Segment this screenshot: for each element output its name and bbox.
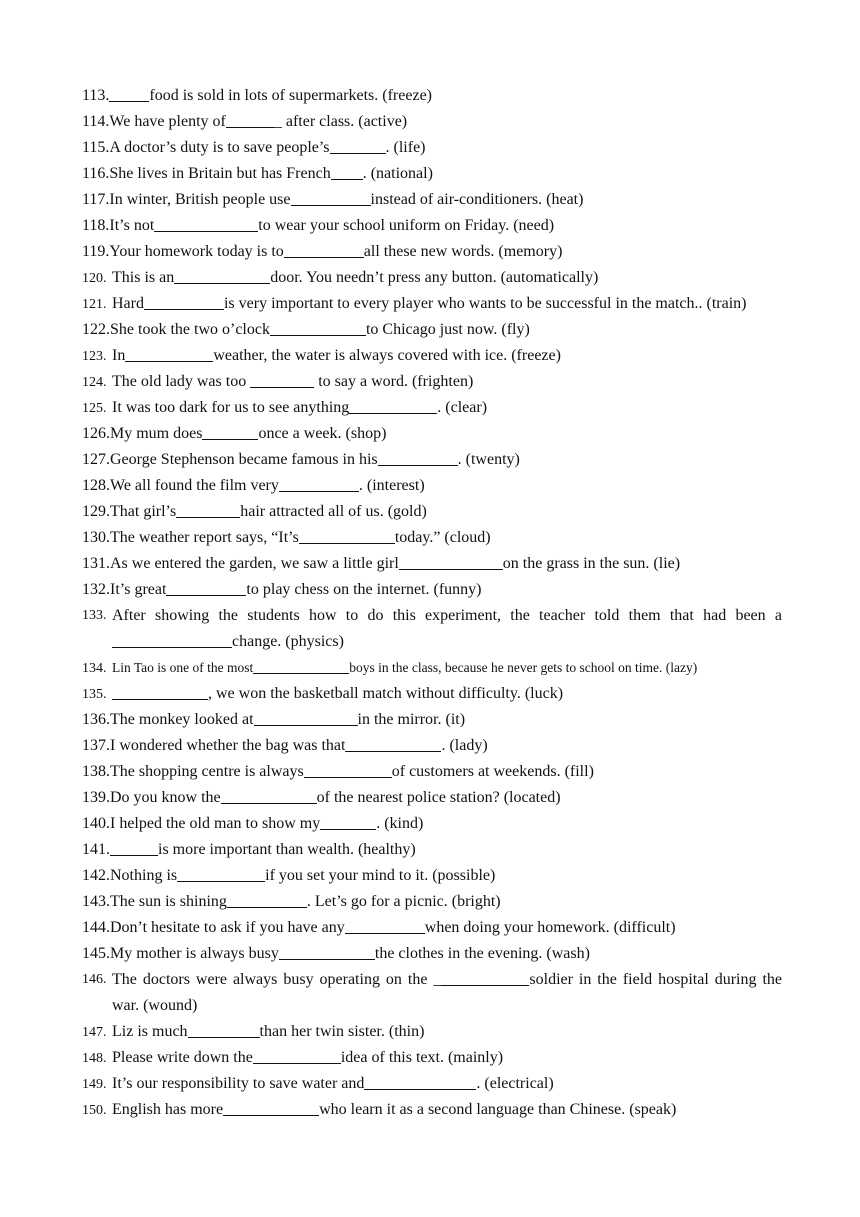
question-item [82, 915, 782, 941]
question-text-part: , we won the basketball match without difficulty. (luck) [208, 685, 564, 702]
question-item [82, 551, 782, 577]
question-text-part: once a week. (shop) [258, 425, 387, 442]
question-text [110, 581, 481, 598]
question-item [82, 577, 782, 603]
question-text-part: The weather report says, “It’s [110, 529, 299, 546]
question-item [82, 135, 782, 161]
question-number: 143. [82, 893, 110, 910]
question-text-part: It was too dark for us to see anything [112, 399, 350, 416]
question-text-part: of the nearest police station? (located) [316, 789, 561, 806]
question-text [109, 113, 407, 130]
question-text-part: is very important to every player who wants to be successful in the match.. (train) [223, 295, 747, 312]
question-number: 115. [82, 139, 110, 156]
question-text-part: to say a word. (frighten) [314, 373, 474, 390]
question-number: 123. [82, 349, 107, 364]
question-text-part: all these new words. (memory) [363, 243, 563, 260]
question-text-part: who learn it as a second language than Chinese. (speak) [319, 1101, 677, 1118]
answer-blank[interactable] [378, 447, 458, 466]
question-text-part: than her twin sister. (thin) [259, 1023, 425, 1040]
question-item [82, 681, 782, 707]
question-item [82, 811, 782, 837]
question-text-part: idea of this text. (mainly) [340, 1049, 504, 1066]
question-number: 130. [82, 529, 110, 546]
question-text-part: _ after class. (active) [273, 113, 408, 130]
answer-blank[interactable] [221, 785, 317, 804]
answer-blank[interactable] [291, 187, 371, 206]
question-item [82, 707, 782, 733]
question-number: 128. [82, 477, 110, 494]
question-number: 134. [82, 661, 107, 676]
question-number: 136. [82, 711, 110, 728]
question-text-part: I helped the old man to show my [110, 815, 321, 832]
answer-blank[interactable] [188, 1019, 260, 1038]
question-text [109, 217, 554, 234]
question-number: 147. [82, 1025, 107, 1040]
question-item [82, 187, 782, 213]
question-number: 113. [82, 87, 110, 104]
question-number: 138. [82, 763, 110, 780]
question-item [82, 213, 782, 239]
answer-blank[interactable] [253, 655, 349, 674]
question-number: 126. [82, 425, 110, 442]
answer-blank[interactable] [304, 759, 392, 778]
question-number: 146. [82, 972, 107, 987]
question-text-part: My mum does [110, 425, 203, 442]
answer-blank[interactable] [202, 421, 258, 440]
question-text [112, 1075, 554, 1092]
question-text-part: George Stephenson became famous in his [110, 451, 378, 468]
question-text-part: My mother is always busy [110, 945, 279, 962]
question-number: 135. [82, 687, 107, 702]
answer-blank[interactable] [176, 499, 240, 518]
question-text-part: As we entered the garden, we saw a little girl [110, 555, 399, 572]
question-text [112, 295, 747, 312]
answer-blank[interactable] [349, 395, 437, 414]
question-text-part: . (twenty) [457, 451, 520, 468]
question-text-part: I wondered whether the bag was that [110, 737, 346, 754]
question-number: 144. [82, 919, 110, 936]
question-number: 133. [82, 608, 107, 623]
answer-blank[interactable] [399, 551, 503, 570]
question-item [82, 83, 782, 109]
question-text-part: We have plenty of [109, 113, 226, 130]
question-item [82, 109, 782, 135]
question-text-part: She lives in Britain but has French [109, 165, 331, 182]
question-text [110, 451, 520, 468]
question-text [110, 867, 495, 884]
question-text [109, 87, 432, 104]
question-number: 114. [82, 113, 110, 130]
question-number: 132. [82, 581, 110, 598]
question-number: 149. [82, 1077, 107, 1092]
question-text-part: weather, the water is always covered with ice. (freeze) [213, 347, 561, 364]
question-text-part: . (kind) [376, 815, 424, 832]
question-item [82, 941, 782, 967]
question-text-part: . (life) [385, 139, 426, 156]
question-text-part: That girl’s [110, 503, 177, 520]
question-text-part: Lin Tao is one of the most [112, 660, 254, 675]
question-item [82, 1071, 782, 1097]
answer-blank[interactable] [177, 863, 265, 882]
question-text-part: It’s great [110, 581, 167, 598]
question-text [110, 503, 427, 520]
question-text-part: is more important than wealth. (healthy) [158, 841, 416, 858]
answer-blank[interactable] [284, 239, 364, 258]
question-item [82, 421, 782, 447]
question-text-part: Hard [112, 295, 144, 312]
question-item [82, 369, 782, 395]
question-number: 141. [82, 841, 110, 858]
question-text-part: Your homework today is to [109, 243, 284, 260]
question-item [82, 863, 782, 889]
question-number: 127. [82, 451, 110, 468]
question-number: 121. [82, 297, 107, 312]
answer-blank[interactable] [330, 135, 386, 154]
question-text-part: . (clear) [437, 399, 488, 416]
question-text-part: in the mirror. (it) [357, 711, 466, 728]
question-text [110, 789, 561, 806]
question-text [82, 603, 782, 655]
question-text-part: . (interest) [358, 477, 425, 494]
question-text-part: hair attracted all of us. (gold) [240, 503, 427, 520]
question-text-part: She took the two o’clock [110, 321, 270, 338]
question-text-part: door. You needn’t press any button. (automatically) [270, 269, 599, 286]
question-text [110, 321, 530, 338]
question-text-part: instead of air-conditioners. (heat) [370, 191, 584, 208]
question-text [112, 1049, 503, 1066]
question-text [109, 165, 433, 182]
answer-blank[interactable] [299, 525, 395, 544]
answer-blank[interactable] [112, 681, 208, 700]
question-text [110, 737, 488, 754]
question-text [112, 660, 697, 675]
question-text [112, 373, 473, 390]
question-number: 124. [82, 375, 107, 390]
answer-blank[interactable] [254, 707, 358, 726]
question-item [82, 525, 782, 551]
answer-blank[interactable] [226, 109, 274, 128]
question-text-part: today.” (cloud) [394, 529, 491, 546]
question-text-part: if you set your mind to it. (possible) [265, 867, 496, 884]
question-text [110, 425, 386, 442]
question-text-part: It’s our responsibility to save water and [112, 1075, 365, 1092]
question-number: 137. [82, 737, 110, 754]
answer-blank[interactable] [441, 967, 529, 986]
question-text-part: Please write down the [112, 1049, 253, 1066]
question-text-part: boys in the class, because he never gets to school on time. (lazy) [349, 660, 698, 675]
question-text-part: A doctor’s duty is to save people’s [109, 139, 330, 156]
question-text-part: After showing the students how to do this experiment, the teacher told them that had been a [112, 607, 782, 624]
question-text-part: food is sold in lots of supermarkets. (freeze) [149, 87, 432, 104]
question-number: 118. [82, 217, 110, 234]
question-text [110, 945, 590, 962]
question-text-part: to play chess on the internet. (funny) [246, 581, 482, 598]
question-text-part: Don’t hesitate to ask if you have any [110, 919, 345, 936]
question-item [82, 499, 782, 525]
question-item [82, 785, 782, 811]
question-list [82, 83, 782, 1123]
question-number: 142. [82, 867, 110, 884]
question-number: 150. [82, 1103, 107, 1118]
question-text-part: The old lady was too [112, 373, 251, 390]
question-text-part: Nothing is [110, 867, 178, 884]
question-text-part: Liz is much [112, 1023, 188, 1040]
question-text [112, 399, 487, 416]
question-number: 122. [82, 321, 110, 338]
question-text-part: We all found the film very [110, 477, 279, 494]
question-item [82, 837, 782, 863]
question-text-part: on the grass in the sun. (lie) [502, 555, 681, 572]
question-number: 117. [82, 191, 110, 208]
question-text [110, 893, 501, 910]
question-item [82, 733, 782, 759]
question-number: 119. [82, 243, 110, 260]
answer-blank[interactable] [125, 343, 213, 362]
question-item [82, 239, 782, 265]
question-number: 139. [82, 789, 110, 806]
answer-blank[interactable] [320, 811, 376, 830]
answer-blank[interactable] [270, 317, 366, 336]
question-text [110, 919, 676, 936]
question-text-part: The sun is shining [110, 893, 227, 910]
question-number: 116. [82, 165, 110, 182]
question-item [82, 1045, 782, 1071]
question-item [82, 161, 782, 187]
question-item [82, 967, 782, 1019]
question-item [82, 655, 782, 681]
question-text [112, 685, 563, 702]
question-number: 120. [82, 271, 107, 286]
question-item [82, 1019, 782, 1045]
question-text-part: Do you know the [110, 789, 221, 806]
question-number: 140. [82, 815, 110, 832]
question-item [82, 1097, 782, 1123]
answer-blank[interactable] [112, 629, 232, 648]
question-text [110, 477, 425, 494]
question-text-part: The monkey looked at [110, 711, 254, 728]
answer-blank[interactable] [345, 733, 441, 752]
question-text-part: In [112, 347, 126, 364]
question-text-part: The doctors were always busy operating on the _ [112, 971, 442, 988]
question-item [82, 317, 782, 343]
question-text-part: the clothes in the evening. (wash) [374, 945, 590, 962]
answer-blank[interactable] [110, 837, 158, 856]
question-text [112, 1023, 424, 1040]
question-item [82, 889, 782, 915]
question-text [109, 139, 425, 156]
answer-blank[interactable] [331, 161, 363, 180]
question-text [112, 269, 598, 286]
question-text-part: . (lady) [441, 737, 488, 754]
question-text [110, 555, 680, 572]
question-text-part: when doing your homework. (difficult) [424, 919, 676, 936]
answer-blank[interactable] [174, 265, 270, 284]
question-text-part: change. (physics) [232, 633, 344, 650]
question-item [82, 395, 782, 421]
answer-blank[interactable] [279, 941, 375, 960]
question-text [110, 763, 594, 780]
question-text-part: of customers at weekends. (fill) [391, 763, 594, 780]
question-text [109, 243, 562, 260]
question-item [82, 473, 782, 499]
question-text [109, 191, 583, 208]
question-text-part: soldier in the field hospital during the war. (wound) [112, 971, 783, 1014]
question-text-part: English has more [112, 1101, 224, 1118]
question-text [112, 1101, 676, 1118]
question-text [112, 347, 561, 364]
question-number: 145. [82, 945, 110, 962]
question-item [82, 265, 782, 291]
question-item [82, 291, 782, 317]
question-item [82, 447, 782, 473]
question-text [110, 529, 491, 546]
question-text-part: . (national) [362, 165, 433, 182]
answer-blank[interactable] [109, 83, 149, 102]
question-text-part: . Let’s go for a picnic. (bright) [306, 893, 501, 910]
answer-blank[interactable] [166, 577, 246, 596]
question-number: 129. [82, 503, 110, 520]
question-text-part: In winter, British people use [109, 191, 291, 208]
question-text [110, 841, 416, 858]
answer-blank[interactable] [279, 473, 359, 492]
question-text-part: It’s not [109, 217, 155, 234]
question-text-part: to Chicago just now. (fly) [365, 321, 530, 338]
answer-blank[interactable] [227, 889, 307, 908]
question-text [82, 967, 782, 1019]
answer-blank[interactable] [250, 369, 314, 388]
question-item [82, 759, 782, 785]
question-text [110, 711, 465, 728]
question-text-part: The shopping centre is always [110, 763, 304, 780]
answer-blank[interactable] [154, 213, 258, 232]
question-number: 131. [82, 555, 110, 572]
answer-blank[interactable] [345, 915, 425, 934]
answer-blank[interactable] [144, 291, 224, 310]
question-number: 148. [82, 1051, 107, 1066]
question-text [110, 815, 423, 832]
answer-blank[interactable] [364, 1071, 476, 1090]
question-text-part: This is an [112, 269, 175, 286]
question-number: 125. [82, 401, 107, 416]
answer-blank[interactable] [223, 1097, 319, 1116]
question-item [82, 343, 782, 369]
answer-blank[interactable] [253, 1045, 341, 1064]
question-item [82, 603, 782, 655]
question-text-part: . (electrical) [476, 1075, 554, 1092]
question-text-part: to wear your school uniform on Friday. (need) [258, 217, 555, 234]
